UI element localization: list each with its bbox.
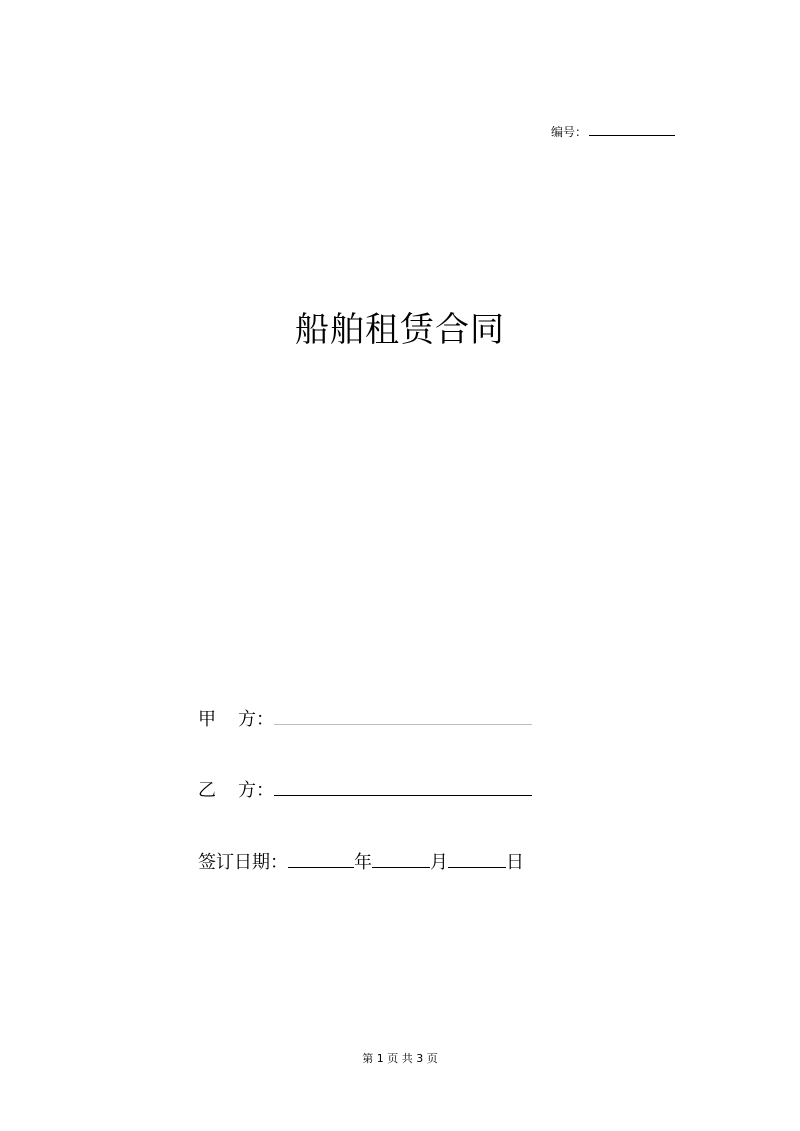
party-b-row — [198, 777, 532, 803]
contract-number-blank[interactable] — [589, 123, 675, 136]
sign-year-unit: 年 — [354, 852, 372, 873]
sign-day-blank[interactable] — [448, 849, 506, 868]
sign-month-blank[interactable] — [372, 849, 430, 868]
sign-month-unit: 月 — [430, 852, 448, 873]
sign-day-unit: 日 — [506, 852, 524, 873]
party-b-blank[interactable] — [274, 777, 532, 796]
page-footer: 第 1 页 共 3 页 — [362, 1052, 438, 1065]
party-a-label-char2: 方： — [238, 709, 274, 730]
party-a-row — [198, 706, 532, 732]
party-b-label-char2: 方： — [238, 780, 274, 801]
contract-number — [551, 123, 675, 140]
party-a-label-char1: 甲 — [198, 709, 216, 730]
party-b-label-char1: 乙 — [198, 780, 216, 801]
party-a-blank[interactable] — [274, 706, 532, 725]
sign-year-blank[interactable] — [288, 849, 354, 868]
sign-date-label: 签订日期： — [198, 852, 288, 873]
document-title: 船舶租赁合同 — [295, 310, 505, 350]
contract-number-label: 编号： — [551, 125, 588, 139]
sign-date-row — [198, 849, 524, 875]
